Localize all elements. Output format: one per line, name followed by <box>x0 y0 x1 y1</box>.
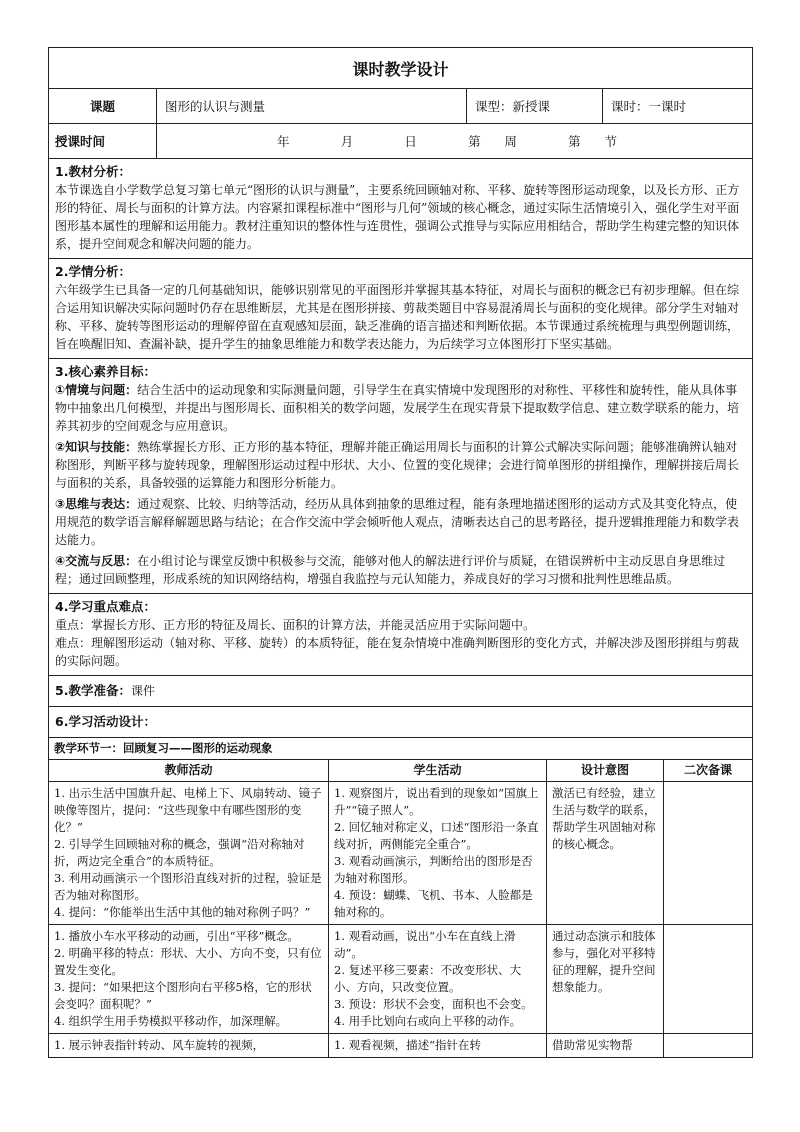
student-step: 2. 复述平移三要素：不改变形状、大小、方向，只改变位置。 <box>334 963 522 994</box>
goal-text: 熟练掌握长方形、正方形的基本特征，理解并能正确运用周长与面积的计算公式解决实际问题；能够准确辨认轴对称图形，判断平移与旋转现象，理解图形运动过程中形状、大小、位置的变化规律；会进行简单图形的拼组操作，理解拼接后周长与面积的关系，具备较强的运算能力和图形分析能力。 <box>55 440 740 490</box>
activity-row <box>49 782 753 925</box>
time-week: 周 <box>504 134 517 149</box>
section-heading: 5.教学准备： <box>55 683 131 698</box>
section-body: 本节课选自小学数学总复习第七单元“图形的认识与测量”，主要系统回顾轴对称、平移、旋转等图形运动现象，以及长方形、正方形的特征、周长与面积的计算方法。内容紧扣课程标准中“图形与几何”领域的核心概念，通过实际生活情境引入，强化学生对平面图形基本属性的理解和运用能力。教材注重知识的整体性与连贯性，强调公式推导与实际应用相结合，帮助学生构建完整的知识体系，提升空间观念和解决问题的能力。 <box>55 183 740 251</box>
goal-item <box>55 438 746 492</box>
activity-row <box>49 1034 753 1058</box>
intent-cell: 借助常见实物帮 <box>547 1034 664 1058</box>
section-preparation <box>49 676 753 707</box>
goal-label: ②知识与技能： <box>55 440 138 454</box>
time-row <box>49 124 753 159</box>
student-step: 4. 用手比划向右或向上平移的动作。 <box>334 1014 522 1028</box>
time-fields-cell <box>157 124 753 159</box>
teacher-step: 4. 提问：“你能举出生活中其他的轴对称例子吗？” <box>54 905 311 919</box>
section-heading: 6.学习活动设计： <box>55 714 156 729</box>
student-step: 2. 回忆轴对称定义，口述“图形沿一条直线对折，两侧能完全重合”。 <box>334 820 539 851</box>
section-key-difficult <box>49 594 753 676</box>
teacher-step: 2. 引导学生回顾轴对称的概念，强调“沿对称轴对折，两边完全重合”的本质特征。 <box>54 837 305 868</box>
preparation-value: 课件 <box>130 684 155 698</box>
lesson-type-value: 新授课 <box>512 99 551 114</box>
teacher-step: 3. 利用动画演示一个图形沿直线对折的过程，验证是否为轴对称图形。 <box>54 871 322 902</box>
teacher-cell <box>49 782 329 925</box>
time-section: 节 <box>604 134 617 149</box>
teacher-cell <box>49 1034 329 1058</box>
student-cell <box>329 782 547 925</box>
teacher-step: 1. 出示生活中国旗升起、电梯上下、风扇转动、镜子映像等图片，提问：“这些现象中有哪些图形的变化？” <box>54 786 322 834</box>
teacher-step: 2. 明确平移的特点：形状、大小、方向不变，只有位置发生变化。 <box>54 946 322 977</box>
teacher-step: 3. 提问：“如果把这个图形向右平移5格，它的形状会变吗？面积呢？” <box>54 980 312 1011</box>
second-prep-cell <box>664 1034 753 1058</box>
lesson-hours-label: 课时： <box>611 99 649 114</box>
lesson-type-label: 课型： <box>475 99 513 114</box>
student-cell <box>329 1034 547 1058</box>
col-intent: 设计意图 <box>547 760 664 782</box>
time-label: 授课时间 <box>49 124 157 159</box>
second-prep-cell <box>664 925 753 1034</box>
stage-title: 教学环节一：回顾复习——图形的运动现象 <box>49 738 753 760</box>
goal-label: ①情境与问题： <box>55 383 138 397</box>
teacher-step: 1. 展示钟表指针转动、风车旋转的视频， <box>54 1038 265 1052</box>
activity-header-row <box>49 760 753 782</box>
student-step: 1. 观看视频，描述“指针在转 <box>334 1038 482 1052</box>
lesson-hours <box>603 89 753 124</box>
teacher-cell <box>49 925 329 1034</box>
section-heading: 1.教材分析： <box>55 164 131 179</box>
section-student-analysis <box>49 259 753 359</box>
lesson-plan-page <box>48 47 752 1058</box>
goal-item <box>55 552 746 588</box>
time-month: 月 <box>340 134 354 149</box>
teacher-step: 4. 组织学生用手势模拟平移动作，加深理解。 <box>54 1014 288 1028</box>
student-step: 3. 观看动画演示，判断给出的图形是否为轴对称图形。 <box>334 854 533 885</box>
lesson-hours-value: 一课时 <box>648 99 687 114</box>
time-year: 年 <box>277 134 290 149</box>
section-activity-design <box>49 707 753 738</box>
intent-cell: 通过动态演示和肢体参与，强化对平移特征的理解，提升空间想象能力。 <box>547 925 664 1034</box>
second-prep-cell <box>664 782 753 925</box>
section-textbook-analysis <box>49 159 753 259</box>
difficult-point: 难点：理解图形运动（轴对称、平移、旋转）的本质特征，能在复杂情境中准确判断图形的变化方式，并解决涉及图形拼组与剪裁的实际问题。 <box>55 636 740 668</box>
intent-cell: 激活已有经验，建立生活与数学的联系，帮助学生巩固轴对称的核心概念。 <box>547 782 664 925</box>
time-section-prefix: 第 <box>568 134 581 149</box>
lesson-plan-table <box>48 47 753 738</box>
section-body: 六年级学生已具备一定的几何基础知识，能够识别常见的平面图形并掌握其基本特征，对周长与面积的概念已有初步理解。但在综合运用知识解决实际问题时仍存在思维断层，尤其是在图形拼接、剪裁类题目中容易混淆周长与面积的变化规律。部分学生对轴对称、平移、旋转等图形运动的理解停留在直观感知层面，缺乏准确的语言描述和判断依据。本节课通过系统梳理与典型例题训练，旨在唤醒旧知、查漏补缺，提升学生的抽象思维能力和数学表达能力，为后续学习立体图形打下坚实基础。 <box>55 283 740 351</box>
goal-item <box>55 381 746 435</box>
topic-label: 课题 <box>49 89 157 124</box>
student-step: 3. 预设：形状不会变，面积也不会变。 <box>334 997 533 1011</box>
student-cell <box>329 925 547 1034</box>
section-core-goals <box>49 359 753 594</box>
time-week-prefix: 第 <box>468 134 481 149</box>
student-step: 1. 观察图片，说出看到的现象如“国旗上升”“镜子照人”。 <box>334 786 539 817</box>
student-step: 4. 预设：蝴蝶、飞机、书本、人脸都是轴对称的。 <box>334 888 533 919</box>
topic-value: 图形的认识与测量 <box>157 89 467 124</box>
activity-row <box>49 925 753 1034</box>
col-second: 二次备课 <box>664 760 753 782</box>
goal-label: ③思维与表达： <box>55 497 138 511</box>
goal-text: 通过观察、比较、归纳等活动，经历从具体到抽象的思维过程，能有条理地描述图形的运动方式及其变化特点，使用规范的数学语言解释解题思路与结论；在合作交流中学会倾听他人观点，清晰表达自己的思考路径，提升逻辑推理能力和数学表达能力。 <box>55 497 740 547</box>
section-heading: 4.学习重点难点： <box>55 599 156 614</box>
section-heading: 2.学情分析： <box>55 264 131 279</box>
goal-text: 结合生活中的运动现象和实际测量问题，引导学生在真实情境中发现图形的对称性、平移性和旋转性，能从具体事物中抽象出几何模型，并提出与图形周长、面积相关的数学问题，发展学生在现实背景下提取数学信息、建立数学联系的能力，培养其初步的空间观念与应用意识。 <box>55 383 740 433</box>
lesson-type <box>467 89 603 124</box>
goal-text: 在小组讨论与课堂反馈中积极参与交流，能够对他人的解法进行评价与质疑，在错误辨析中主动反思自身思维过程；通过回顾整理，形成系统的知识网络结构，增强自我监控与元认知能力，养成良好的学习习惯和批判性思维品质。 <box>55 554 726 586</box>
section-heading: 3.核心素养目标： <box>55 364 156 379</box>
key-point: 重点：掌握长方形、正方形的特征及周长、面积的计算方法，并能灵活应用于实际问题中。 <box>55 618 536 632</box>
page-title: 课时教学设计 <box>49 48 753 89</box>
activity-table <box>48 738 753 1058</box>
time-day: 日 <box>404 134 417 149</box>
col-student: 学生活动 <box>329 760 547 782</box>
teacher-step: 1. 播放小车水平移动的动画，引出“平移”概念。 <box>54 929 299 943</box>
header-row <box>49 89 753 124</box>
goal-item <box>55 495 746 549</box>
col-teacher: 教师活动 <box>49 760 329 782</box>
student-step: 1. 观看动画，说出“小车在直线上滑动”。 <box>334 929 516 960</box>
goal-label: ④交流与反思： <box>55 554 138 568</box>
